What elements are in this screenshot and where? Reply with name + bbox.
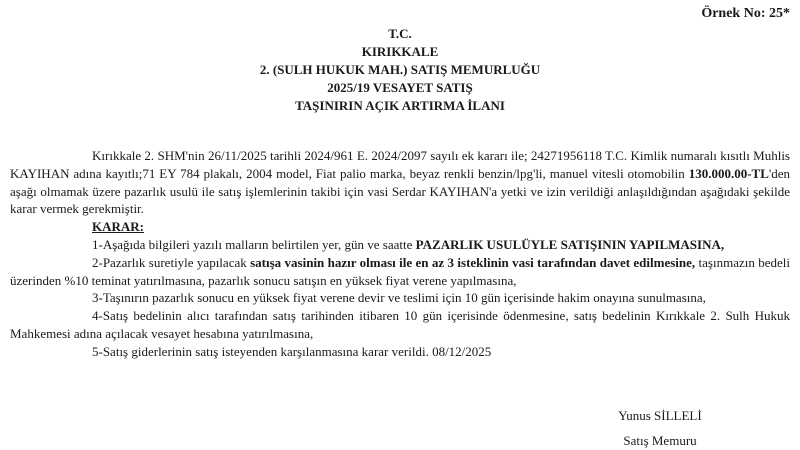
karar-item-2-bold: satışa vasinin hazır olması ile en az 3 isteklinin vasi tarafından davet edilmesine, — [250, 254, 696, 270]
intro-paragraph — [10, 147, 790, 218]
karar-item-2 — [10, 254, 790, 290]
intro-text-1: Kırıkkale 2. SHM'nin 26/11/2025 tarihli 2024/961 E. 2024/2097 sayılı ek kararı ile; 24271956118 T.C. Kimlik numaralı kısıtlı Muhlis KAYIHAN adına kayıtlı;71 EY 784 plakalı, 2004 model, Fiat palio marka, beyaz renkli benzin/lpg'li, manuel vitesli otomobilin — [10, 148, 790, 181]
karar-item-1-bold: PAZARLIK USULÜYLE SATIŞININ YAPILMASINA, — [415, 236, 725, 252]
signature-name: Yunus SİLLELİ — [618, 408, 702, 423]
header-notice-title: TAŞINIRIN AÇIK ARTIRMA İLANI — [295, 98, 505, 113]
document-header — [0, 25, 800, 115]
karar-item-2-text: 2-Pazarlık suretiyle yapılacak — [92, 254, 251, 270]
intro-text-2: 'den aşağı olmamak üzere pazarlık usulü ile satış işlemlerinin takibi için vasi Serdar KAYIHAN'a yetki ve izin verildiği anlaşıldığından aşağıdaki şekilde karar vermek gerekmiştir. — [10, 165, 790, 217]
signature-title: Satış Memuru — [623, 433, 697, 448]
karar-item-1 — [10, 236, 790, 254]
header-country: T.C. — [388, 26, 412, 41]
karar-item-2-rest: taşınmazın bedeli üzerinden %10 teminat yatırılmasına, pazarlık sonucu satışın en yüksek fiyat verene yapılmasına, — [10, 254, 790, 288]
header-city: KIRIKKALE — [361, 44, 439, 59]
karar-item-1-text: 1-Aşağıda bilgileri yazılı malların belirtilen yer, gün ve saatte — [92, 236, 416, 252]
document-body — [10, 147, 790, 361]
karar-item-4: 4-Satış bedelinin alıcı tarafından satış tarihinden itibaren 10 gün içerisinde ödenmesine, satış bedelinin Kırıkkale 2. Sulh Hukuk Mahkemesi adına açılacak vesayet hesabına yatırılmasına, — [10, 308, 790, 341]
sample-number: Örnek No: 25* — [701, 6, 790, 21]
header-office: 2. (SULH HUKUK MAH.) SATIŞ MEMURLUĞU — [259, 62, 541, 77]
karar-item-5: 5-Satış giderlerinin satış isteyenden karşılanmasına karar verildi. 08/12/2025 — [92, 343, 492, 359]
karar-item-3: 3-Taşınırın pazarlık sonucu en yüksek fiyat verene devir ve teslimi için 10 gün içerisinde hakim onayına sunulmasına, — [92, 290, 706, 306]
intro-amount: 130.000.00-TL — [688, 165, 769, 181]
header-file-number: 2025/19 VESAYET SATIŞ — [327, 80, 473, 95]
karar-heading: KARAR: — [92, 219, 144, 235]
